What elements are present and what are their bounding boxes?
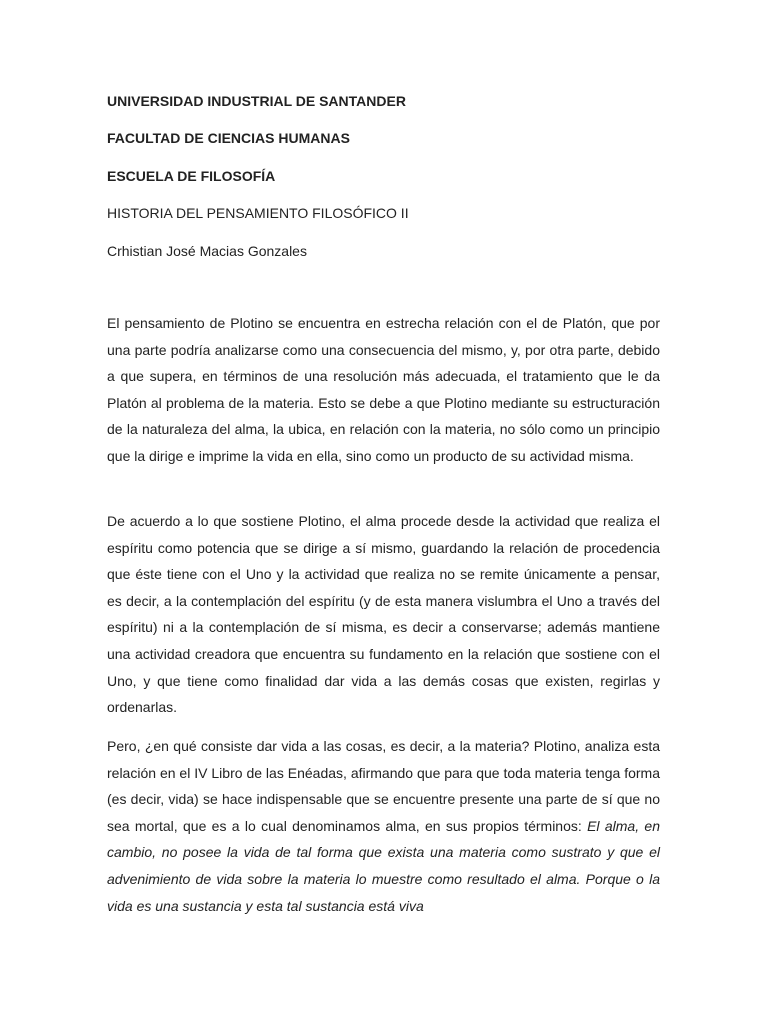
- faculty-name: FACULTAD DE CIENCIAS HUMANAS: [107, 130, 350, 146]
- school-name: ESCUELA DE FILOSOFÍA: [107, 168, 276, 184]
- body-paragraph-3: [107, 733, 660, 919]
- university-name: UNIVERSIDAD INDUSTRIAL DE SANTANDER: [107, 93, 406, 109]
- author-name: Crhistian José Macias Gonzales: [107, 243, 307, 259]
- body-paragraph-2: De acuerdo a lo que sostiene Plotino, el alma procede desde la actividad que realiza el espíritu como potencia que se dirige a sí mismo, guardando la relación de procedencia que éste tiene con el Uno y la actividad que realiza no se remite únicamente a pensar, es decir, a la contemplación del espíritu (y de esta manera vislumbra el Uno a través del espíritu) ni a la contemplación de sí misma, es decir a conservarse; además mantiene una actividad creadora que encuentra su fundamento en la relación que sostiene con el Uno, y que tiene como finalidad dar vida a las demás cosas que existen, regirlas y ordenarlas.: [107, 513, 660, 716]
- course-title: HISTORIA DEL PENSAMIENTO FILOSÓFICO II: [107, 205, 409, 221]
- paragraph-3-text: Pero, ¿en qué consiste dar vida a las cosas, es decir, a la materia? Plotino, analiza esta relación en el IV Libro de las Enéadas, afirmando que para que toda materia tenga forma (es decir, vida) se hace indispensable que se encuentre presente una parte de sí que no sea mortal, que es a lo cual denominamos alma, en sus propios términos:: [107, 738, 660, 834]
- body-paragraph-1: El pensamiento de Plotino se encuentra en estrecha relación con el de Platón, que por una parte podría analizarse como una consecuencia del mismo, y, por otra parte, debido a que supera, en términos de una resolución más adecuada, el tratamiento que le da Platón al problema de la materia. Esto se debe a que Plotino mediante su estructuración de la naturaleza del alma, la ubica, en relación con la materia, no sólo como un principio que la dirige e imprime la vida en ella, sino como un producto de su actividad misma.: [107, 315, 660, 464]
- paragraph-3-quote: El alma, en cambio, no posee la vida de tal forma que exista una materia como sustrato y que el advenimiento de vida sobre la materia lo muestre como resultado el alma. Porque o la vida es una sustancia y esta tal sustancia está viva: [107, 817, 660, 914]
